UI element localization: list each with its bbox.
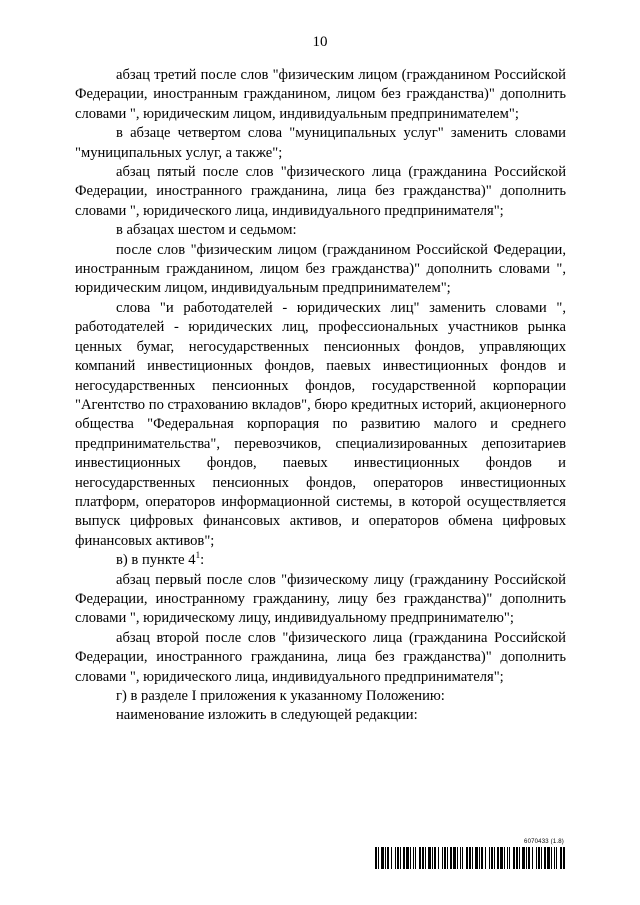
paragraph-text-end: : xyxy=(200,552,205,569)
superscript: 1 xyxy=(195,550,201,561)
paragraph: абзац второй после слов "физического лица (гражданина Российской Федерации, иностранного гражданина, лица без гражданства)" дополнить словами ", юридического лица, индивидуального предпринимателя"; xyxy=(75,629,566,685)
paragraph: абзац первый после слов "физическому лицу (гражданину Российской Федерации, иностранному гражданину, лицу без гражданства)" дополнить словами ", юридическому лицу, индивидуальному предпринимателю"; xyxy=(75,571,566,627)
paragraph xyxy=(75,551,566,570)
paragraph: абзац пятый после слов "физического лица (гражданина Российской Федерации, иностранного гражданина, лица без гражданства)" дополнить словами ", юридического лица, индивидуального предпринимателя"; xyxy=(75,164,566,219)
paragraph: наименование изложить в следующей редакции: xyxy=(116,707,418,724)
paragraph: абзац третий после слов "физическим лицом (гражданином Российской Федерации, иностранным гражданином, лицом без гражданства)" дополнить словами ", юридическим лицом, индивидуальным предпринимателем"; xyxy=(75,67,566,122)
paragraph-text: в) в пункте 4 xyxy=(116,552,196,569)
paragraph: слова "и работодателей - юридических лиц" заменить словами ", работодателей - юридических лиц, профессиональных участников рынка ценных бумаг, негосударственных пенсионных фондов, управляющих компаний инвестиционных фондов, паевых инвестиционных фондов и негосударственных пенсионных фондов, государственной корпорации "Агентство по страхованию вкладов", бюро кредитных историй, акционерного общества "Федеральная корпорация по развитию малого и среднего предпринимательства", перевозчиков, специализированных депозитариев инвестиционных фондов, паевых инвестиционных фондов и негосударственных пенсионных фондов, операторов инвестиционных платформ, операторов информационной системы, в которой осуществляется выпуск цифровых финансовых активов, и операторов обмена цифровых финансовых активов"; xyxy=(75,299,566,549)
page-number: 10 xyxy=(312,34,328,50)
barcode-code: 6070433 (1.8) xyxy=(524,839,564,845)
barcode xyxy=(375,847,565,869)
paragraph: в абзацах шестом и седьмом: xyxy=(116,222,297,239)
paragraph: в абзаце четвертом слова "муниципальных услуг" заменить словами "муниципальных услуг, а также"; xyxy=(75,125,566,161)
paragraph: после слов "физическим лицом (гражданином Российской Федерации, иностранным гражданином, лицом без гражданства)" дополнить словами ", юридическим лицом, индивидуальным предпринимателем"; xyxy=(75,241,566,297)
document-body xyxy=(75,66,566,726)
paragraph: г) в разделе I приложения к указанному Положению: xyxy=(116,688,445,704)
